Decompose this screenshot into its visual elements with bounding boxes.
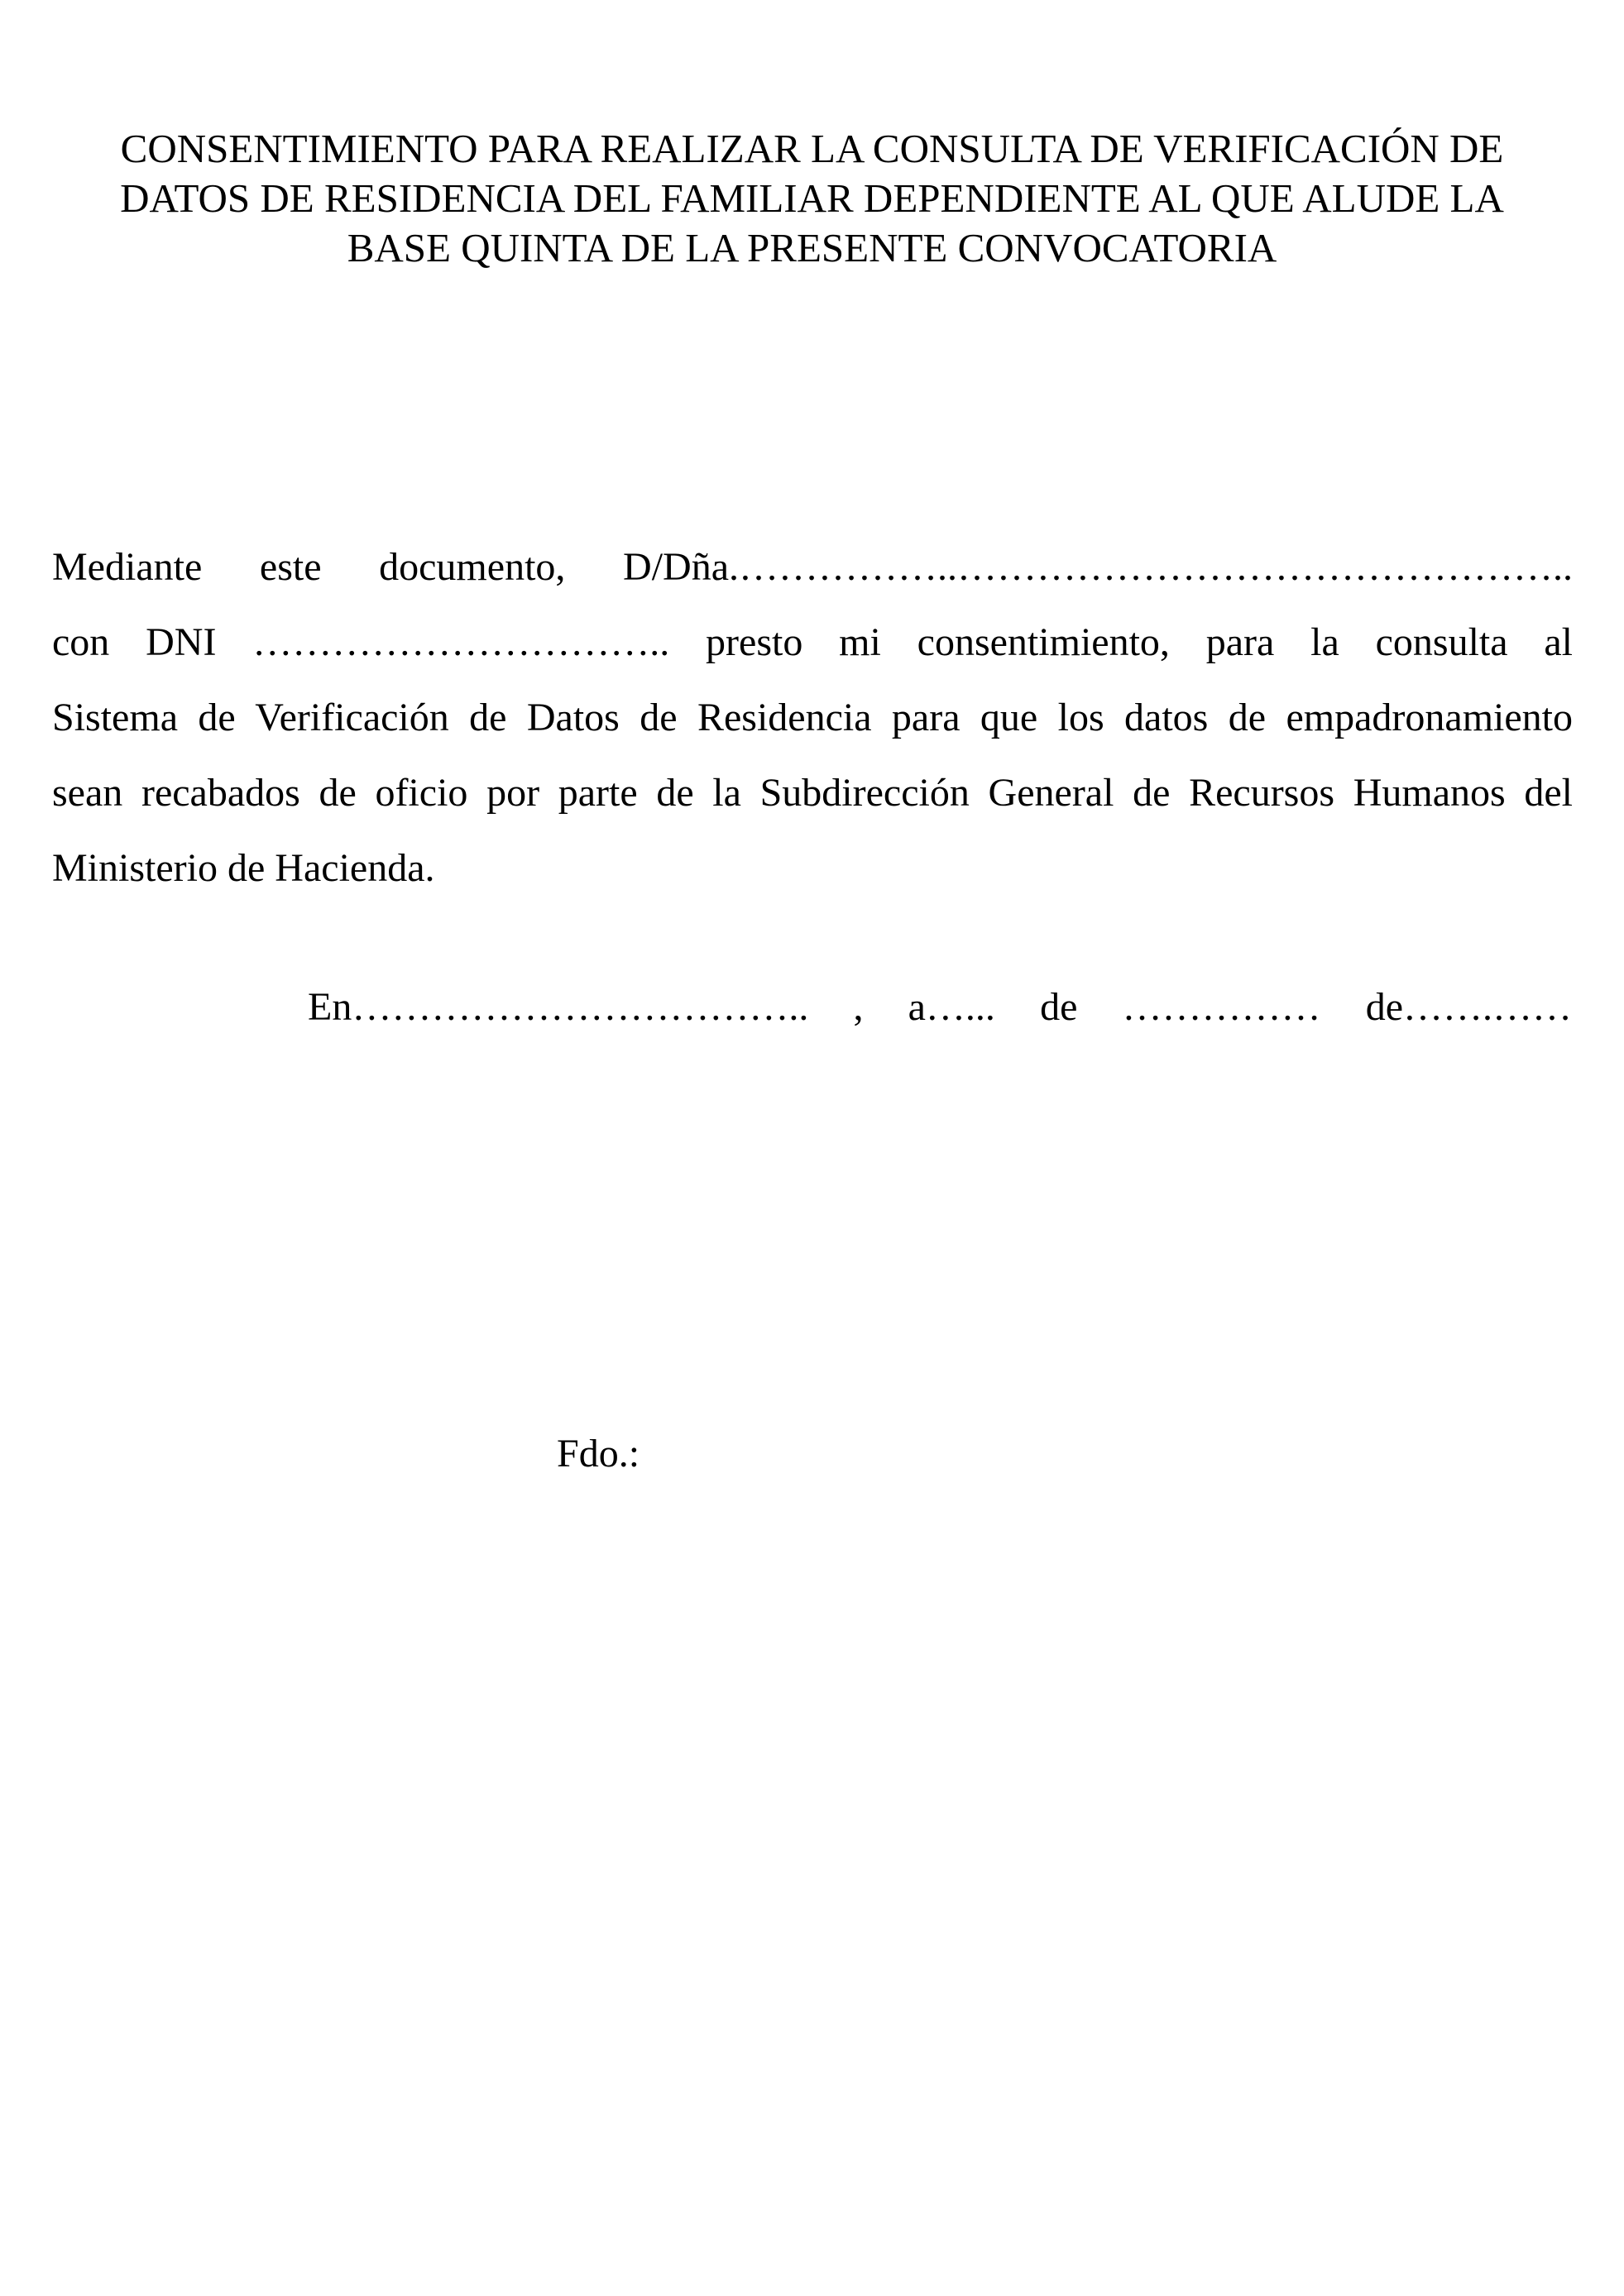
body-line-5: Ministerio de Hacienda. — [52, 846, 435, 890]
body-line-4: sean recabados de oficio por parte de la Subdirección General de Recursos Humanos del — [52, 771, 1573, 815]
title-line-2: DATOS DE RESIDENCIA DEL FAMILIAR DEPENDIENTE AL QUE ALUDE LA — [120, 175, 1504, 221]
signature-label: Fdo.: — [557, 1432, 640, 1476]
body-line-1: Mediante este documento, D/Dña.……………..……………………………………….. — [52, 545, 1573, 589]
consent-paragraph — [52, 529, 1573, 906]
title-line-3: BASE QUINTA DE LA PRESENTE CONVOCATORIA — [347, 225, 1277, 270]
body-line-2: con DNI ………………………….. presto mi consentimiento, para la consulta al — [52, 620, 1573, 664]
body-line-3: Sistema de Verificación de Datos de Residencia para que los datos de empadronamiento — [52, 696, 1573, 739]
document-title — [50, 124, 1574, 273]
place-date-line: En…………………………….. , a…... de …………… de…….…… — [308, 985, 1572, 1029]
title-line-1: CONSENTIMIENTO PARA REALIZAR LA CONSULTA DE VERIFICACIÓN DE — [120, 126, 1504, 171]
